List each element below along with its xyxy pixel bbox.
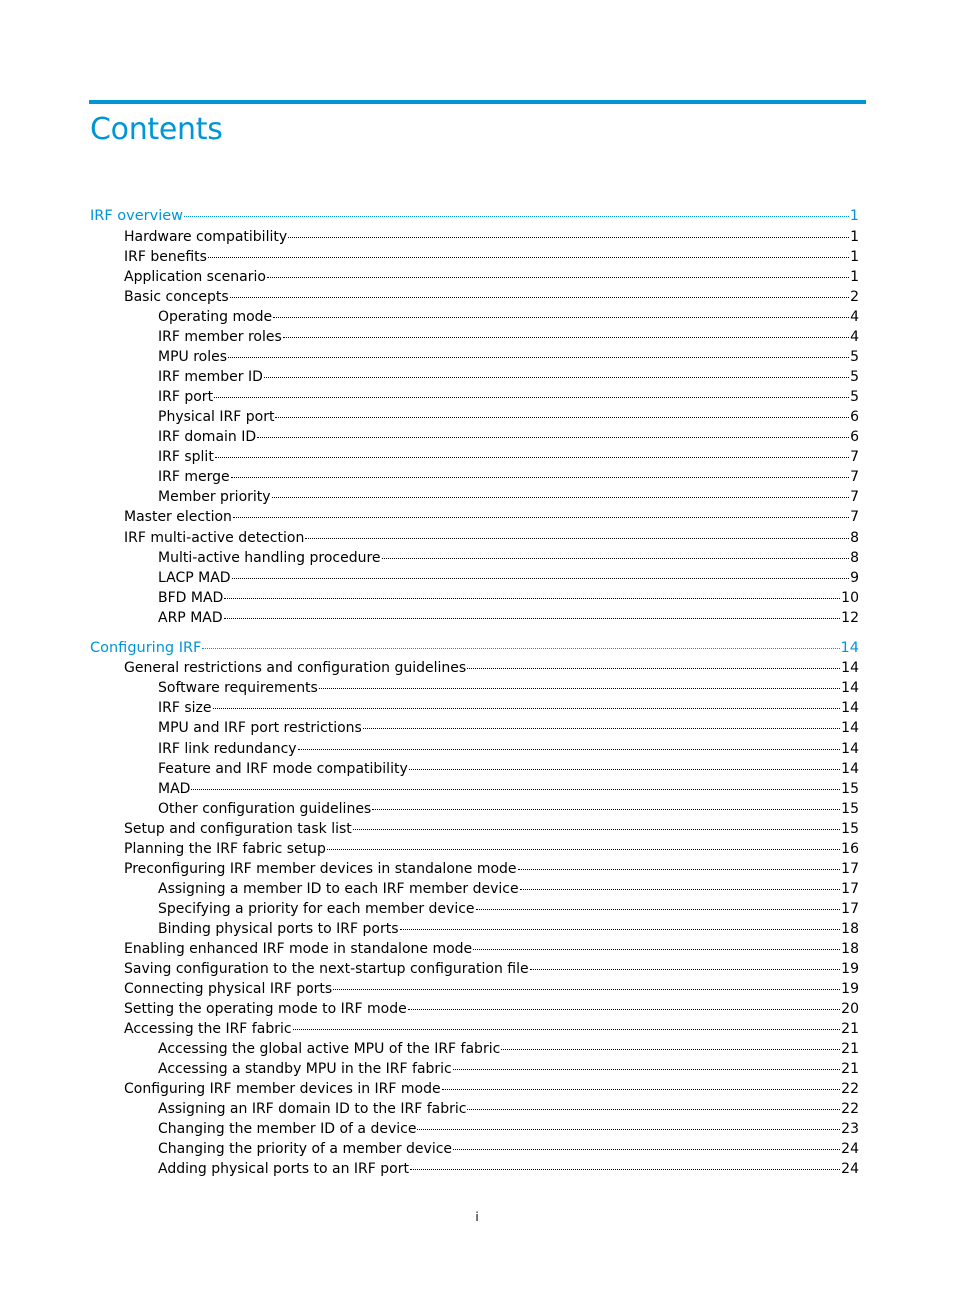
toc-dot-leader bbox=[501, 1049, 840, 1050]
toc-dot-leader bbox=[191, 789, 840, 790]
toc-dot-leader bbox=[442, 1089, 841, 1090]
toc-dot-leader bbox=[208, 257, 849, 258]
toc-entry-page: 7 bbox=[850, 469, 859, 485]
toc-dot-leader bbox=[214, 397, 849, 398]
toc-dot-leader bbox=[476, 909, 841, 910]
toc-dot-leader bbox=[232, 578, 850, 579]
toc-entry-title: IRF domain ID bbox=[158, 429, 257, 445]
toc-entry[interactable] bbox=[158, 1099, 859, 1119]
toc-entry[interactable] bbox=[124, 267, 859, 287]
toc-dot-leader bbox=[224, 618, 841, 619]
toc-entry[interactable] bbox=[158, 1159, 859, 1179]
toc-entry[interactable] bbox=[124, 658, 859, 678]
toc-entry-title: Specifying a priority for each member device bbox=[158, 901, 475, 917]
toc-entry-page: 21 bbox=[841, 1041, 859, 1057]
toc-entry[interactable] bbox=[158, 407, 859, 427]
toc-entry[interactable] bbox=[158, 1059, 859, 1079]
toc-entry-title: IRF link redundancy bbox=[158, 741, 297, 757]
toc-entry-page: 22 bbox=[841, 1081, 859, 1097]
toc-entry[interactable] bbox=[124, 939, 859, 959]
toc-entry-title: BFD MAD bbox=[158, 590, 224, 606]
toc-entry[interactable] bbox=[158, 678, 859, 698]
toc-dot-leader bbox=[283, 337, 849, 338]
toc-dot-leader bbox=[273, 317, 849, 318]
toc-dot-leader bbox=[382, 558, 850, 559]
toc-entry-page: 14 bbox=[841, 660, 859, 676]
toc-entry-page: 18 bbox=[841, 941, 859, 957]
toc-entry[interactable] bbox=[158, 739, 859, 759]
toc-dot-leader bbox=[353, 829, 840, 830]
toc-entry-page: 1 bbox=[850, 269, 859, 285]
toc-entry[interactable] bbox=[158, 327, 859, 347]
toc-entry-title: LACP MAD bbox=[158, 570, 231, 586]
toc-entry-page: 14 bbox=[841, 700, 859, 716]
toc-entry-page: 15 bbox=[841, 781, 859, 797]
toc-entry-page: 7 bbox=[850, 489, 859, 505]
toc-entry-title: Member priority bbox=[158, 489, 271, 505]
toc-entry[interactable] bbox=[158, 588, 859, 608]
toc-entry-title: IRF multi-active detection bbox=[124, 530, 305, 546]
toc-dot-leader bbox=[400, 929, 841, 930]
toc-entry-title: Accessing a standby MPU in the IRF fabric bbox=[158, 1061, 452, 1077]
toc-entry-title: MPU roles bbox=[158, 349, 228, 365]
toc-dot-leader bbox=[213, 708, 841, 709]
toc-entry-page: 20 bbox=[841, 1001, 859, 1017]
toc-entry[interactable] bbox=[158, 387, 859, 407]
toc-entry[interactable] bbox=[124, 227, 859, 247]
toc-entry-page: 24 bbox=[841, 1161, 859, 1177]
toc-dot-leader bbox=[215, 457, 849, 458]
toc-entry[interactable] bbox=[158, 759, 859, 779]
toc-entry[interactable] bbox=[158, 879, 859, 899]
toc-dot-leader bbox=[202, 648, 839, 649]
toc-entry-title: Master election bbox=[124, 509, 232, 525]
toc-entry[interactable] bbox=[124, 999, 859, 1019]
toc-entry-page: 14 bbox=[841, 741, 859, 757]
toc-entry[interactable] bbox=[124, 859, 859, 879]
toc-entry-page: 17 bbox=[841, 881, 859, 897]
toc-entry[interactable] bbox=[158, 447, 859, 467]
toc-entry-title: Adding physical ports to an IRF port bbox=[158, 1161, 409, 1177]
toc-entry-page: 7 bbox=[850, 449, 859, 465]
toc-entry-title: Assigning an IRF domain ID to the IRF fabric bbox=[158, 1101, 467, 1117]
toc-entry-page: 23 bbox=[841, 1121, 859, 1137]
toc-entry-page: 19 bbox=[841, 981, 859, 997]
toc-entry-title: IRF port bbox=[158, 389, 214, 405]
toc-entry-page: 14 bbox=[841, 720, 859, 736]
toc-dot-leader bbox=[518, 869, 841, 870]
toc-entry[interactable] bbox=[124, 979, 859, 999]
toc-entry[interactable] bbox=[158, 487, 859, 507]
toc-entry[interactable] bbox=[158, 698, 859, 718]
toc-entry[interactable] bbox=[158, 467, 859, 487]
toc-entry[interactable] bbox=[158, 799, 859, 819]
toc-dot-leader bbox=[520, 889, 841, 890]
toc-entry[interactable] bbox=[158, 899, 859, 919]
toc-entry[interactable] bbox=[90, 638, 859, 658]
toc-entry-title: Hardware compatibility bbox=[124, 229, 288, 245]
toc-entry-title: Changing the member ID of a device bbox=[158, 1121, 417, 1137]
toc-dot-leader bbox=[224, 598, 840, 599]
toc-entry-page: 9 bbox=[850, 570, 859, 586]
toc-entry[interactable] bbox=[158, 718, 859, 738]
toc-dot-leader bbox=[530, 969, 841, 970]
toc-dot-leader bbox=[467, 1109, 840, 1110]
toc-entry[interactable] bbox=[158, 1139, 859, 1159]
toc-entry-title: Multi-active handling procedure bbox=[158, 550, 381, 566]
toc-entry-title: Configuring IRF bbox=[90, 640, 202, 656]
toc-entry-page: 7 bbox=[850, 509, 859, 525]
toc-entry-page: 16 bbox=[841, 841, 859, 857]
toc-entry-page: 10 bbox=[841, 590, 859, 606]
toc-entry-title: Saving configuration to the next-startup configuration file bbox=[124, 961, 529, 977]
toc-entry-page: 14 bbox=[840, 640, 859, 656]
toc-entry-title: General restrictions and configuration guidelines bbox=[124, 660, 467, 676]
toc-entry-title: Operating mode bbox=[158, 309, 273, 325]
toc-entry-title: Changing the priority of a member device bbox=[158, 1141, 453, 1157]
toc-entry[interactable] bbox=[124, 287, 859, 307]
toc-entry-page: 17 bbox=[841, 901, 859, 917]
toc-entry[interactable] bbox=[158, 568, 859, 588]
toc-entry-title: Accessing the IRF fabric bbox=[124, 1021, 292, 1037]
toc-entry-page: 6 bbox=[850, 429, 859, 445]
toc-dot-leader bbox=[305, 538, 849, 539]
toc-dot-leader bbox=[228, 357, 849, 358]
toc-dot-leader bbox=[409, 769, 840, 770]
toc-entry-title: Basic concepts bbox=[124, 289, 229, 305]
toc-entry[interactable] bbox=[158, 367, 859, 387]
toc-entry-title: IRF merge bbox=[158, 469, 230, 485]
toc-dot-leader bbox=[230, 297, 849, 298]
toc-entry-page: 14 bbox=[841, 761, 859, 777]
toc-entry-title: IRF member roles bbox=[158, 329, 282, 345]
toc-dot-leader bbox=[333, 989, 840, 990]
toc-entry-page: 4 bbox=[850, 329, 859, 345]
toc-dot-leader bbox=[467, 668, 840, 669]
toc-entry-page: 12 bbox=[841, 610, 859, 626]
toc-entry-page: 15 bbox=[841, 821, 859, 837]
toc-entry-title: IRF member ID bbox=[158, 369, 263, 385]
toc-entry-title: Binding physical ports to IRF ports bbox=[158, 921, 399, 937]
toc-entry[interactable] bbox=[158, 548, 859, 568]
toc-entry-title: IRF overview bbox=[90, 208, 184, 224]
toc-entry[interactable] bbox=[124, 819, 859, 839]
toc-entry-title: MPU and IRF port restrictions bbox=[158, 720, 362, 736]
toc-entry-page: 8 bbox=[850, 550, 859, 566]
toc-entry-title: MAD bbox=[158, 781, 191, 797]
toc-dot-leader bbox=[288, 237, 849, 238]
toc-entry-title: Physical IRF port bbox=[158, 409, 275, 425]
toc-entry-page: 5 bbox=[850, 389, 859, 405]
toc-entry-title: Setup and configuration task list bbox=[124, 821, 352, 837]
toc-entry-title: Connecting physical IRF ports bbox=[124, 981, 333, 997]
toc-entry-page: 21 bbox=[841, 1021, 859, 1037]
toc-entry-page: 4 bbox=[850, 309, 859, 325]
toc-entry-title: Software requirements bbox=[158, 680, 318, 696]
toc-entry[interactable] bbox=[158, 427, 859, 447]
toc-dot-leader bbox=[257, 437, 849, 438]
toc-entry-page: 21 bbox=[841, 1061, 859, 1077]
toc-entry-title: IRF split bbox=[158, 449, 214, 465]
toc-dot-leader bbox=[453, 1069, 840, 1070]
toc-dot-leader bbox=[473, 949, 840, 950]
toc-entry[interactable] bbox=[124, 507, 859, 527]
toc-entry-title: IRF benefits bbox=[124, 249, 207, 265]
toc-entry-title: Configuring IRF member devices in IRF mode bbox=[124, 1081, 441, 1097]
toc-entry-title: ARP MAD bbox=[158, 610, 223, 626]
toc-entry-page: 5 bbox=[850, 349, 859, 365]
toc-entry-page: 18 bbox=[841, 921, 859, 937]
toc-dot-leader bbox=[275, 417, 849, 418]
toc-entry[interactable] bbox=[158, 1119, 859, 1139]
toc-entry-title: Other configuration guidelines bbox=[158, 801, 372, 817]
toc-entry-page: 17 bbox=[841, 861, 859, 877]
toc-entry[interactable] bbox=[90, 206, 859, 226]
page-number: i bbox=[475, 1210, 479, 1224]
toc-entry-title: Setting the operating mode to IRF mode bbox=[124, 1001, 407, 1017]
toc-dot-leader bbox=[363, 728, 840, 729]
toc-entry[interactable] bbox=[124, 1079, 859, 1099]
toc-entry[interactable] bbox=[158, 1039, 859, 1059]
toc-dot-leader bbox=[231, 477, 849, 478]
toc-entry[interactable] bbox=[124, 528, 859, 548]
toc-entry-page: 5 bbox=[850, 369, 859, 385]
toc-entry[interactable] bbox=[124, 959, 859, 979]
toc-entry[interactable] bbox=[158, 919, 859, 939]
toc-entry-title: Application scenario bbox=[124, 269, 266, 285]
toc-entry-page: 19 bbox=[841, 961, 859, 977]
toc-entry-page: 24 bbox=[841, 1141, 859, 1157]
toc-entry[interactable] bbox=[158, 608, 859, 628]
toc-dot-leader bbox=[327, 849, 840, 850]
toc-entry-title: Accessing the global active MPU of the IRF fabric bbox=[158, 1041, 501, 1057]
toc-dot-leader bbox=[272, 497, 850, 498]
toc-entry[interactable] bbox=[158, 347, 859, 367]
toc-entry-title: IRF size bbox=[158, 700, 212, 716]
toc-entry-title: Assigning a member ID to each IRF member device bbox=[158, 881, 519, 897]
toc-entry-title: Preconfiguring IRF member devices in standalone mode bbox=[124, 861, 517, 877]
toc-entry-page: 1 bbox=[849, 208, 859, 224]
toc-entry-page: 1 bbox=[850, 229, 859, 245]
toc-dot-leader bbox=[319, 688, 840, 689]
toc-entry[interactable] bbox=[124, 247, 859, 267]
toc-entry[interactable] bbox=[158, 307, 859, 327]
toc-dot-leader bbox=[293, 1029, 841, 1030]
toc-dot-leader bbox=[267, 277, 849, 278]
toc-entry-page: 15 bbox=[841, 801, 859, 817]
toc-entry-title: Planning the IRF fabric setup bbox=[124, 841, 326, 857]
toc-entry-page: 8 bbox=[850, 530, 859, 546]
toc-entry-page: 22 bbox=[841, 1101, 859, 1117]
toc-dot-leader bbox=[417, 1129, 840, 1130]
page-title: Contents bbox=[90, 112, 223, 147]
toc-entry[interactable] bbox=[158, 779, 859, 799]
toc-dot-leader bbox=[298, 749, 841, 750]
toc-entry-page: 1 bbox=[850, 249, 859, 265]
toc-dot-leader bbox=[408, 1009, 840, 1010]
toc-dot-leader bbox=[372, 809, 840, 810]
toc-dot-leader bbox=[264, 377, 849, 378]
toc-dot-leader bbox=[184, 216, 849, 217]
toc-entry-page: 6 bbox=[850, 409, 859, 425]
toc-entry[interactable] bbox=[124, 1019, 859, 1039]
toc-entry-page: 2 bbox=[850, 289, 859, 305]
toc-entry-page: 14 bbox=[841, 680, 859, 696]
toc-entry-title: Enabling enhanced IRF mode in standalone mode bbox=[124, 941, 473, 957]
toc-entry-title: Feature and IRF mode compatibility bbox=[158, 761, 408, 777]
toc-dot-leader bbox=[453, 1149, 840, 1150]
toc-dot-leader bbox=[410, 1169, 840, 1170]
toc-dot-leader bbox=[233, 517, 849, 518]
toc-entry[interactable] bbox=[124, 839, 859, 859]
